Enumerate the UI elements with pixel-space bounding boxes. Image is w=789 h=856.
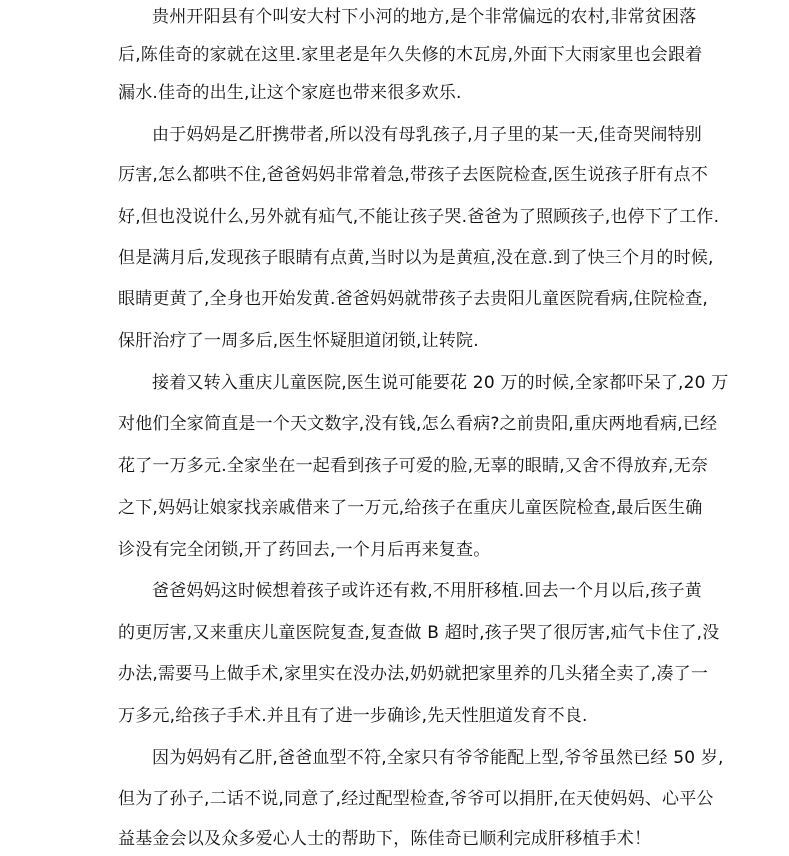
paragraph-4-line-3: 办法,需要马上做手术,家里实在没办法,奶奶就把家里养的几头猪全卖了,凑了一 [118, 664, 709, 684]
paragraph-3-line-5: 诊没有完全闭锁,开了药回去,一个月后再来复查。 [118, 540, 491, 560]
paragraph-5-line-3: 益基金会以及众多爱心人士的帮助下，陈佳奇已顺利完成肝移植手术！ [118, 829, 652, 849]
paragraph-1-line-2: 后,陈佳奇的家就在这里.家里老是年久失修的木瓦房,外面下大雨家里也会跟着 [118, 45, 703, 65]
paragraph-4-line-1: 爸爸妈妈这时候想着孩子或许还有救,不用肝移植.回去一个月以后,孩子黄 [152, 581, 703, 601]
paragraph-2-line-1: 由于妈妈是乙肝携带者,所以没有母乳孩子,月子里的某一天,佳奇哭闹特别 [152, 125, 703, 145]
paragraph-1-line-3: 漏水.佳奇的出生,让这个家庭也带来很多欢乐. [118, 83, 462, 103]
paragraph-3-line-3: 花了一万多元.全家坐在一起看到孩子可爱的脸,无辜的眼睛,又舍不得放弃,无奈 [118, 456, 709, 476]
paragraph-2-line-6: 保肝治疗了一周多后,医生怀疑胆道闭锁,让转院. [118, 331, 479, 351]
paragraph-5-line-1: 因为妈妈有乙肝,爸爸血型不符,全家只有爷爷能配上型,爷爷虽然已经 50 岁, [152, 748, 724, 768]
paragraph-4-line-4: 万多元,给孩子手术.并且有了进一步确诊,先天性胆道发育不良. [118, 706, 588, 726]
paragraph-5-line-2: 但为了孙子,二话不说,同意了,经过配型检查,爷爷可以捐肝,在天使妈妈、心平公 [118, 789, 714, 809]
paragraph-3-line-2: 对他们全家简直是一个天文数字,没有钱,怎么看病?之前贵阳,重庆两地看病,已经 [118, 414, 718, 434]
paragraph-2-line-4: 但是满月后,发现孩子眼睛有点黄,当时以为是黄疸,没在意.到了快三个月的时候, [118, 248, 714, 268]
paragraph-2-line-2: 厉害,怎么都哄不住,爸爸妈妈非常着急,带孩子去医院检查,医生说孩子肝有点不 [118, 165, 709, 185]
paragraph-3-line-1: 接着又转入重庆儿童医院,医生说可能要花 20 万的时候,全家都吓呆了,20 万 [152, 373, 729, 393]
paragraph-2-line-5: 眼睛更黄了,全身也开始发黄.爸爸妈妈就带孩子去贵阳儿童医院看病,住院检查, [118, 289, 709, 309]
paragraph-3-line-4: 之下,妈妈让娘家找亲戚借来了一万元,给孩子在重庆儿童医院检查,最后医生确 [118, 498, 703, 518]
paragraph-2-line-3: 好,但也没说什么,另外就有疝气,不能让孩子哭.爸爸为了照顾孩子,也停下了工作. [118, 207, 720, 227]
paragraph-4-line-2: 的更厉害,又来重庆儿童医院复查,复查做 B 超时,孩子哭了很厉害,疝气卡住了,没 [118, 623, 720, 643]
paragraph-1-line-1: 贵州开阳县有个叫安大村下小河的地方,是个非常偏远的农村,非常贫困落 [152, 7, 697, 27]
